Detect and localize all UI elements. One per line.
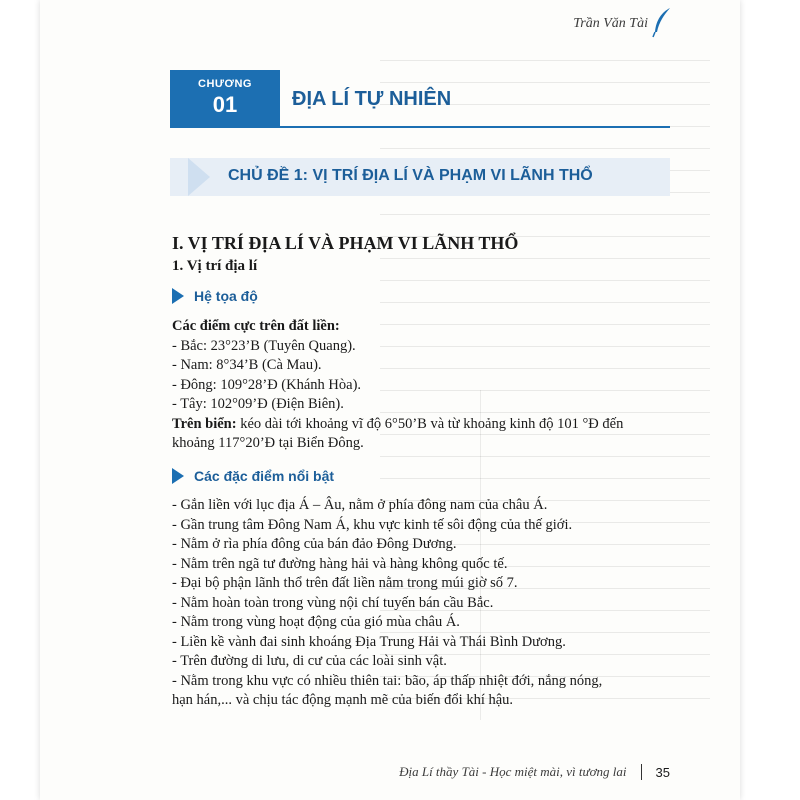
list-item: - Nằm trong khu vực có nhiều thiên tai: bão, áp thấp nhiệt đới, nắng nóng, <box>172 672 603 689</box>
chapter-title: ĐỊA LÍ TỰ NHIÊN <box>292 88 452 110</box>
coordinates-heading <box>172 288 258 304</box>
page-number: 35 <box>655 764 670 780</box>
footer-slogan: Địa Lí thầy Tài - Học miệt mài, vì tương lai <box>399 764 627 779</box>
list-item: - Nằm trên ngã tư đường hàng hải và hàng không quốc tế. <box>172 555 508 572</box>
list-item: - Nằm hoàn toàn trong vùng nội chí tuyến bán cầu Bắc. <box>172 594 494 611</box>
book-page <box>40 0 740 800</box>
chapter-divider <box>280 126 670 128</box>
chapter-number: 01 <box>212 92 238 117</box>
extreme-point: - Bắc: 23°23’B (Tuyên Quang). <box>172 337 356 354</box>
coordinates-block <box>172 317 672 454</box>
list-item: - Nằm trong vùng hoạt động của gió mùa châu Á. <box>172 614 460 630</box>
extreme-point: - Đông: 109°28’Đ (Khánh Hòa). <box>172 376 362 393</box>
chapter-label: CHƯƠNG <box>198 78 252 90</box>
footer-separator <box>641 764 642 780</box>
sea-text: kéo dài tới khoảng vĩ độ 6°50’B và từ khoảng kinh độ 101 °Đ đến <box>236 415 624 432</box>
triangle-bullet-icon <box>172 288 184 304</box>
list-item: - Liền kề vành đai sinh khoáng Địa Trung Hải và Thái Bình Dương. <box>172 633 566 650</box>
features-list <box>172 496 672 711</box>
section-title: I. VỊ TRÍ ĐỊA LÍ VÀ PHẠM VI LÃNH THỔ <box>172 233 519 253</box>
topic-arrow-icon <box>188 158 210 196</box>
list-item: - Trên đường di lưu, di cư của các loài sinh vật. <box>172 653 447 669</box>
page-footer <box>399 764 670 780</box>
list-item-continued: hạn hán,... và chịu tác động mạnh mẽ của biến đổi khí hậu. <box>172 692 514 708</box>
list-item: - Gắn liền với lục địa Á – Âu, nằm ở phía đông nam của châu Á. <box>172 497 548 513</box>
sea-label: Trên biển: <box>172 415 237 432</box>
feather-pen-icon <box>650 6 674 38</box>
extreme-point: - Nam: 8°34’B (Cà Mau). <box>172 357 322 373</box>
coordinates-heading-text: Hệ tọa độ <box>194 288 258 304</box>
features-heading-text: Các đặc điểm nổi bật <box>194 468 335 484</box>
topic-title: CHỦ ĐỀ 1: VỊ TRÍ ĐỊA LÍ VÀ PHẠM VI LÃNH THỔ <box>228 167 593 184</box>
sea-text-continued: khoảng 117°20’Đ tại Biển Đông. <box>172 435 364 451</box>
list-item: - Nằm ở rìa phía đông của bán đảo Đông Dương. <box>172 536 457 552</box>
chapter-badge <box>170 70 280 128</box>
features-heading <box>172 468 334 484</box>
list-item: - Đại bộ phận lãnh thổ trên đất liền nằm trong múi giờ số 7. <box>172 575 518 591</box>
author-name: Trần Văn Tài <box>573 16 648 31</box>
mainland-label: Các điểm cực trên đất liền: <box>172 318 340 334</box>
section-subtitle: 1. Vị trí địa lí <box>172 258 258 274</box>
triangle-bullet-icon <box>172 468 184 484</box>
extreme-point: - Tây: 102°09’Đ (Điện Biên). <box>172 396 344 412</box>
list-item: - Gần trung tâm Đông Nam Á, khu vực kinh tế sôi động của thế giới. <box>172 516 573 533</box>
